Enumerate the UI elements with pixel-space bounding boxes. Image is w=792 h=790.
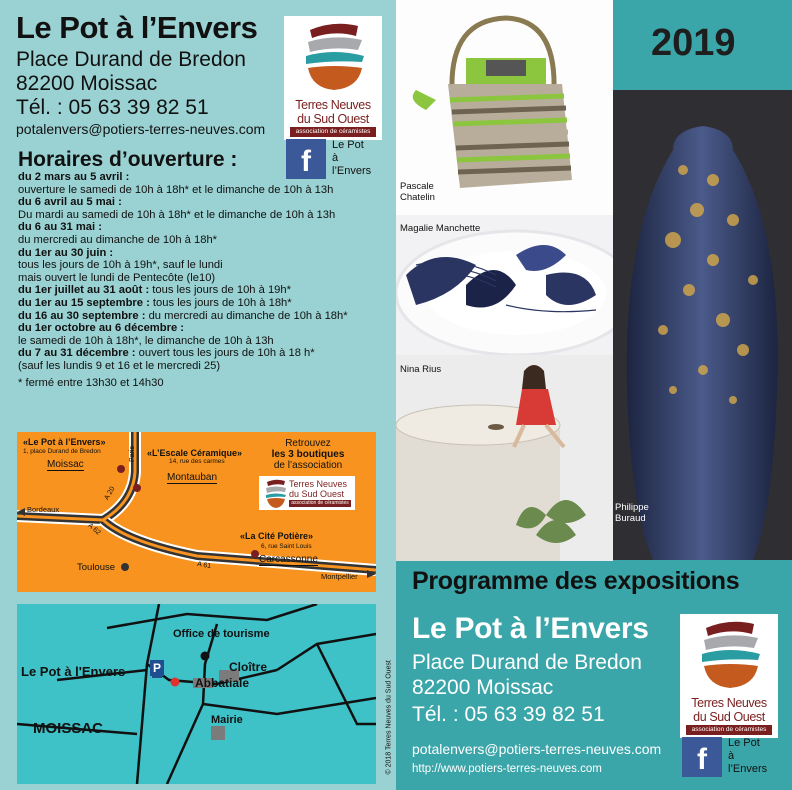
copyright-text: © 2018 Terres Neuves du Sud Ouest	[385, 660, 393, 775]
program-title: Programme des expositions	[412, 567, 740, 595]
hours-period	[18, 347, 388, 360]
venue-name: Le Pot à l’Envers	[16, 10, 258, 45]
logo-name-line1: Terres Neuves	[691, 696, 767, 710]
promo-text	[253, 438, 363, 471]
hours-period	[18, 171, 388, 184]
hours-period	[18, 284, 388, 297]
hours-period	[18, 247, 388, 260]
hours-list	[18, 171, 388, 389]
moissac-marker	[117, 465, 125, 473]
town-map	[17, 604, 376, 784]
facebook-label-line3: l’Envers	[728, 763, 768, 775]
hours-dates: du 1er au 30 juin :	[18, 246, 114, 259]
hours-line: mais ouvert le lundi de Pentecôte (le10)	[18, 271, 216, 284]
region-map	[17, 432, 376, 592]
year: 2019	[651, 22, 736, 64]
right-address-line1: Place Durand de Bredon	[412, 651, 642, 674]
shop2-addr: 14, rue des carmes	[169, 458, 225, 465]
cloitre-label: Cloître	[229, 660, 268, 674]
hours-dates: du 1er octobre au 6 décembre :	[18, 322, 184, 335]
facebook-label-bottom[interactable]	[728, 737, 778, 776]
address-line2: 82200 Moissac	[16, 72, 158, 95]
shop3-name: «La Cité Potière»	[240, 531, 314, 541]
shop-label: Le Pot à l'Envers	[21, 664, 126, 679]
nina-image	[396, 355, 613, 561]
hours-period	[18, 310, 388, 323]
hours-line: Du mardi au samedi de 10h à 18h* et le dimanche de 10h à 13h	[18, 208, 336, 221]
dir-bordeaux: Bordeaux	[27, 505, 60, 514]
city-toulouse: Toulouse	[77, 562, 116, 573]
hours-line: le samedi de 10h à 18h*, le dimanche de 10h à 13h	[18, 334, 274, 347]
plate-photo	[396, 215, 613, 355]
hours-dates: du 16 au 30 septembre :	[18, 309, 146, 322]
hours-dates: du 1er juillet au 31 août :	[18, 284, 150, 297]
facebook-icon-bottom[interactable]: f	[682, 737, 722, 777]
region-map-logo	[259, 476, 355, 510]
nina-photo	[396, 355, 613, 561]
right-address-line2: 82200 Moissac	[412, 676, 554, 699]
montauban-marker	[133, 484, 141, 492]
hours-inline: tous les jours de 10h à 19h*	[149, 284, 291, 297]
promo-line2: les 3 boutiques	[271, 449, 345, 460]
hours-line: tous les jours de 10h à 19h*, sauf le lundi	[18, 259, 223, 272]
hours-inline: du mercredi au dimanche de 10h à 18h*	[145, 309, 348, 322]
right-email-link[interactable]: potalenvers@potiers-terres-neuves.com	[412, 741, 662, 757]
association-logo-bottom	[680, 614, 778, 738]
facebook-label-line2: à	[728, 750, 735, 762]
dir-montpellier: Montpellier	[321, 572, 358, 581]
promo-line1: Retrouvez	[285, 438, 331, 449]
facebook-label-line1: Le Pot	[728, 737, 760, 749]
hours-dates: du 1er au 15 septembre :	[18, 296, 150, 309]
hours-inline: tous les jours de 10h à 18h*	[149, 296, 292, 309]
shop2-name: «L’Escale Céramique»	[147, 448, 243, 458]
shop3-addr: 6, rue Saint Louis	[261, 543, 312, 550]
vase-image	[613, 90, 792, 560]
shop1-name: «Le Pot à l’Envers»	[23, 437, 106, 447]
hours-title: Horaires d’ouverture :	[18, 148, 238, 171]
caption-pascale	[400, 181, 435, 203]
logo-name-line1: Terres Neuves	[295, 98, 371, 112]
caption-nina-line1: Nina Rius	[400, 364, 442, 375]
promo-line3: de l’association	[273, 460, 343, 471]
hours-dates: du 6 avril au 5 mai :	[18, 196, 122, 209]
shop1-city: Moissac	[47, 459, 84, 470]
right-phone: Tél. : 05 63 39 82 51	[412, 703, 605, 726]
vase-photo	[613, 90, 792, 560]
caption-pascale-line1: Pascale	[400, 181, 434, 192]
caption-pascale-line2: Chatelin	[400, 192, 435, 203]
hours-period	[18, 196, 388, 209]
phone: Tél. : 05 63 39 82 51	[16, 96, 209, 119]
logo-name-line2: du Sud Ouest	[297, 112, 369, 126]
plate-image	[396, 215, 613, 355]
small-logo-line2: du Sud Ouest	[289, 489, 345, 499]
caption-philippe-line2: Buraud	[615, 513, 646, 524]
toulouse-marker	[121, 563, 129, 571]
caption-nina	[400, 364, 441, 375]
address-line1: Place Durand de Bredon	[16, 48, 246, 71]
caption-magalie	[400, 223, 480, 234]
hours-note: * fermé entre 13h30 et 14h30	[18, 376, 164, 389]
road-a61: A 61	[196, 560, 212, 571]
small-logo-tagline: association de céramistes	[289, 500, 351, 507]
email-link[interactable]: potalenvers@potiers-terres-neuves.com	[16, 121, 266, 137]
logo-pots-icon-small	[261, 476, 291, 510]
hours-inline: ouvert tous les jours de 10h à 18 h*	[135, 347, 315, 360]
right-venue-name: Le Pot à l’Envers	[412, 612, 649, 645]
shop2-city: Montauban	[167, 472, 218, 483]
logo-pots-icon	[680, 614, 778, 694]
caption-magalie-line1: Magalie Manchette	[400, 223, 481, 234]
logo-name-line2: du Sud Ouest	[693, 710, 765, 724]
association-logo	[284, 16, 382, 140]
logo-tagline: association de céramistes	[686, 725, 772, 735]
town-label: MOISSAC	[33, 720, 104, 737]
copyright	[376, 604, 396, 784]
hours-period	[18, 297, 388, 310]
hours-dates: du 7 au 31 décembre :	[18, 347, 136, 360]
hours-line: ouverture le samedi de 10h à 18h* et le dimanche de 10h à 13h	[18, 183, 334, 196]
road-a62: A 62	[86, 522, 102, 537]
hours-period	[18, 322, 388, 335]
shop1-addr: 1, place Durand de Bredon	[23, 448, 101, 455]
abbatiale-label: Abbatiale	[195, 676, 250, 690]
mairie-block	[211, 726, 225, 740]
tourism-office-marker	[201, 652, 210, 661]
road-paris: Paris	[129, 446, 136, 462]
shop-marker	[171, 678, 180, 687]
road-a20: A 20	[103, 485, 117, 502]
hours-period	[18, 221, 388, 234]
mairie-label: Mairie	[211, 714, 243, 726]
carcassonne-marker	[251, 550, 259, 558]
hours-line: du mercredi au dimanche de 10h à 18h*	[18, 233, 218, 246]
facebook-label-line2: à	[332, 152, 339, 164]
logo-tagline: association de céramistes	[290, 127, 376, 137]
parking-icon: P	[150, 660, 164, 676]
caption-philippe-line1: Philippe	[615, 502, 649, 513]
hours-dates: du 2 mars au 5 avril :	[18, 171, 130, 183]
website-link[interactable]: http://www.potiers-terres-neuves.com	[412, 763, 602, 775]
hours-line: (sauf les lundis 9 et 16 et le mercredi 25)	[18, 359, 221, 372]
small-logo-line1: Terres Neuves	[289, 479, 348, 489]
facebook-label-line3: l’Envers	[332, 165, 372, 177]
hours-dates: du 6 au 31 mai :	[18, 221, 102, 234]
logo-pots-icon	[284, 16, 382, 96]
facebook-label-line1: Le Pot	[332, 139, 364, 151]
tourism-office-label: Office de tourisme	[173, 628, 270, 640]
facebook-icon[interactable]: f	[286, 139, 326, 179]
caption-philippe	[615, 502, 649, 524]
shop3-city: Carcassonne	[259, 554, 318, 565]
